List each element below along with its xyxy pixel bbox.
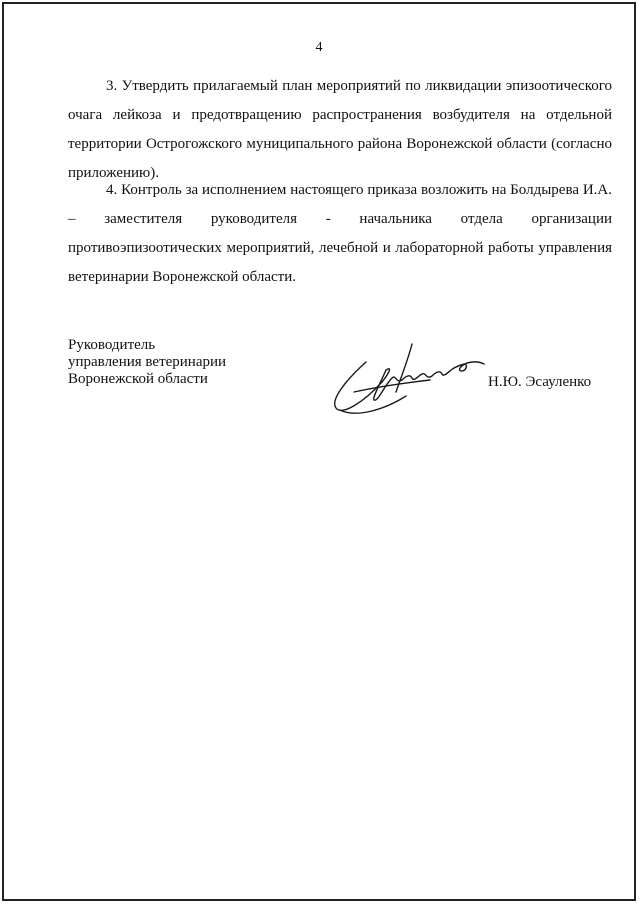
signatory-title-line: управления ветеринарии: [68, 354, 227, 370]
document-page: [2, 2, 636, 901]
paragraph-item-3: 3. Утвердить прилагаемый план мероприятий по ликвидации эпизоотического очага лейкоза и предотвращению распространения возбудителя на отдельной территории Острогожского муниципального района Воронежской области (согласно приложению).: [68, 78, 612, 181]
handwritten-signature-icon: [326, 340, 512, 424]
signatory-title-line: Руководитель: [68, 337, 156, 353]
page-number: 4: [315, 40, 323, 55]
paragraph-item-4: 4. Контроль за исполнением настоящего приказа возложить на Болдырева И.А. – заместителя руководителя - начальника отдела организации противоэпизоотических мероприятий, лечебной и лабораторной работы управления ветеринарии Воронежской области.: [68, 182, 612, 285]
signer-name: Н.Ю. Эсауленко: [488, 374, 592, 390]
signatory-title: [68, 337, 226, 388]
signatory-title-line: Воронежской области: [68, 371, 208, 387]
